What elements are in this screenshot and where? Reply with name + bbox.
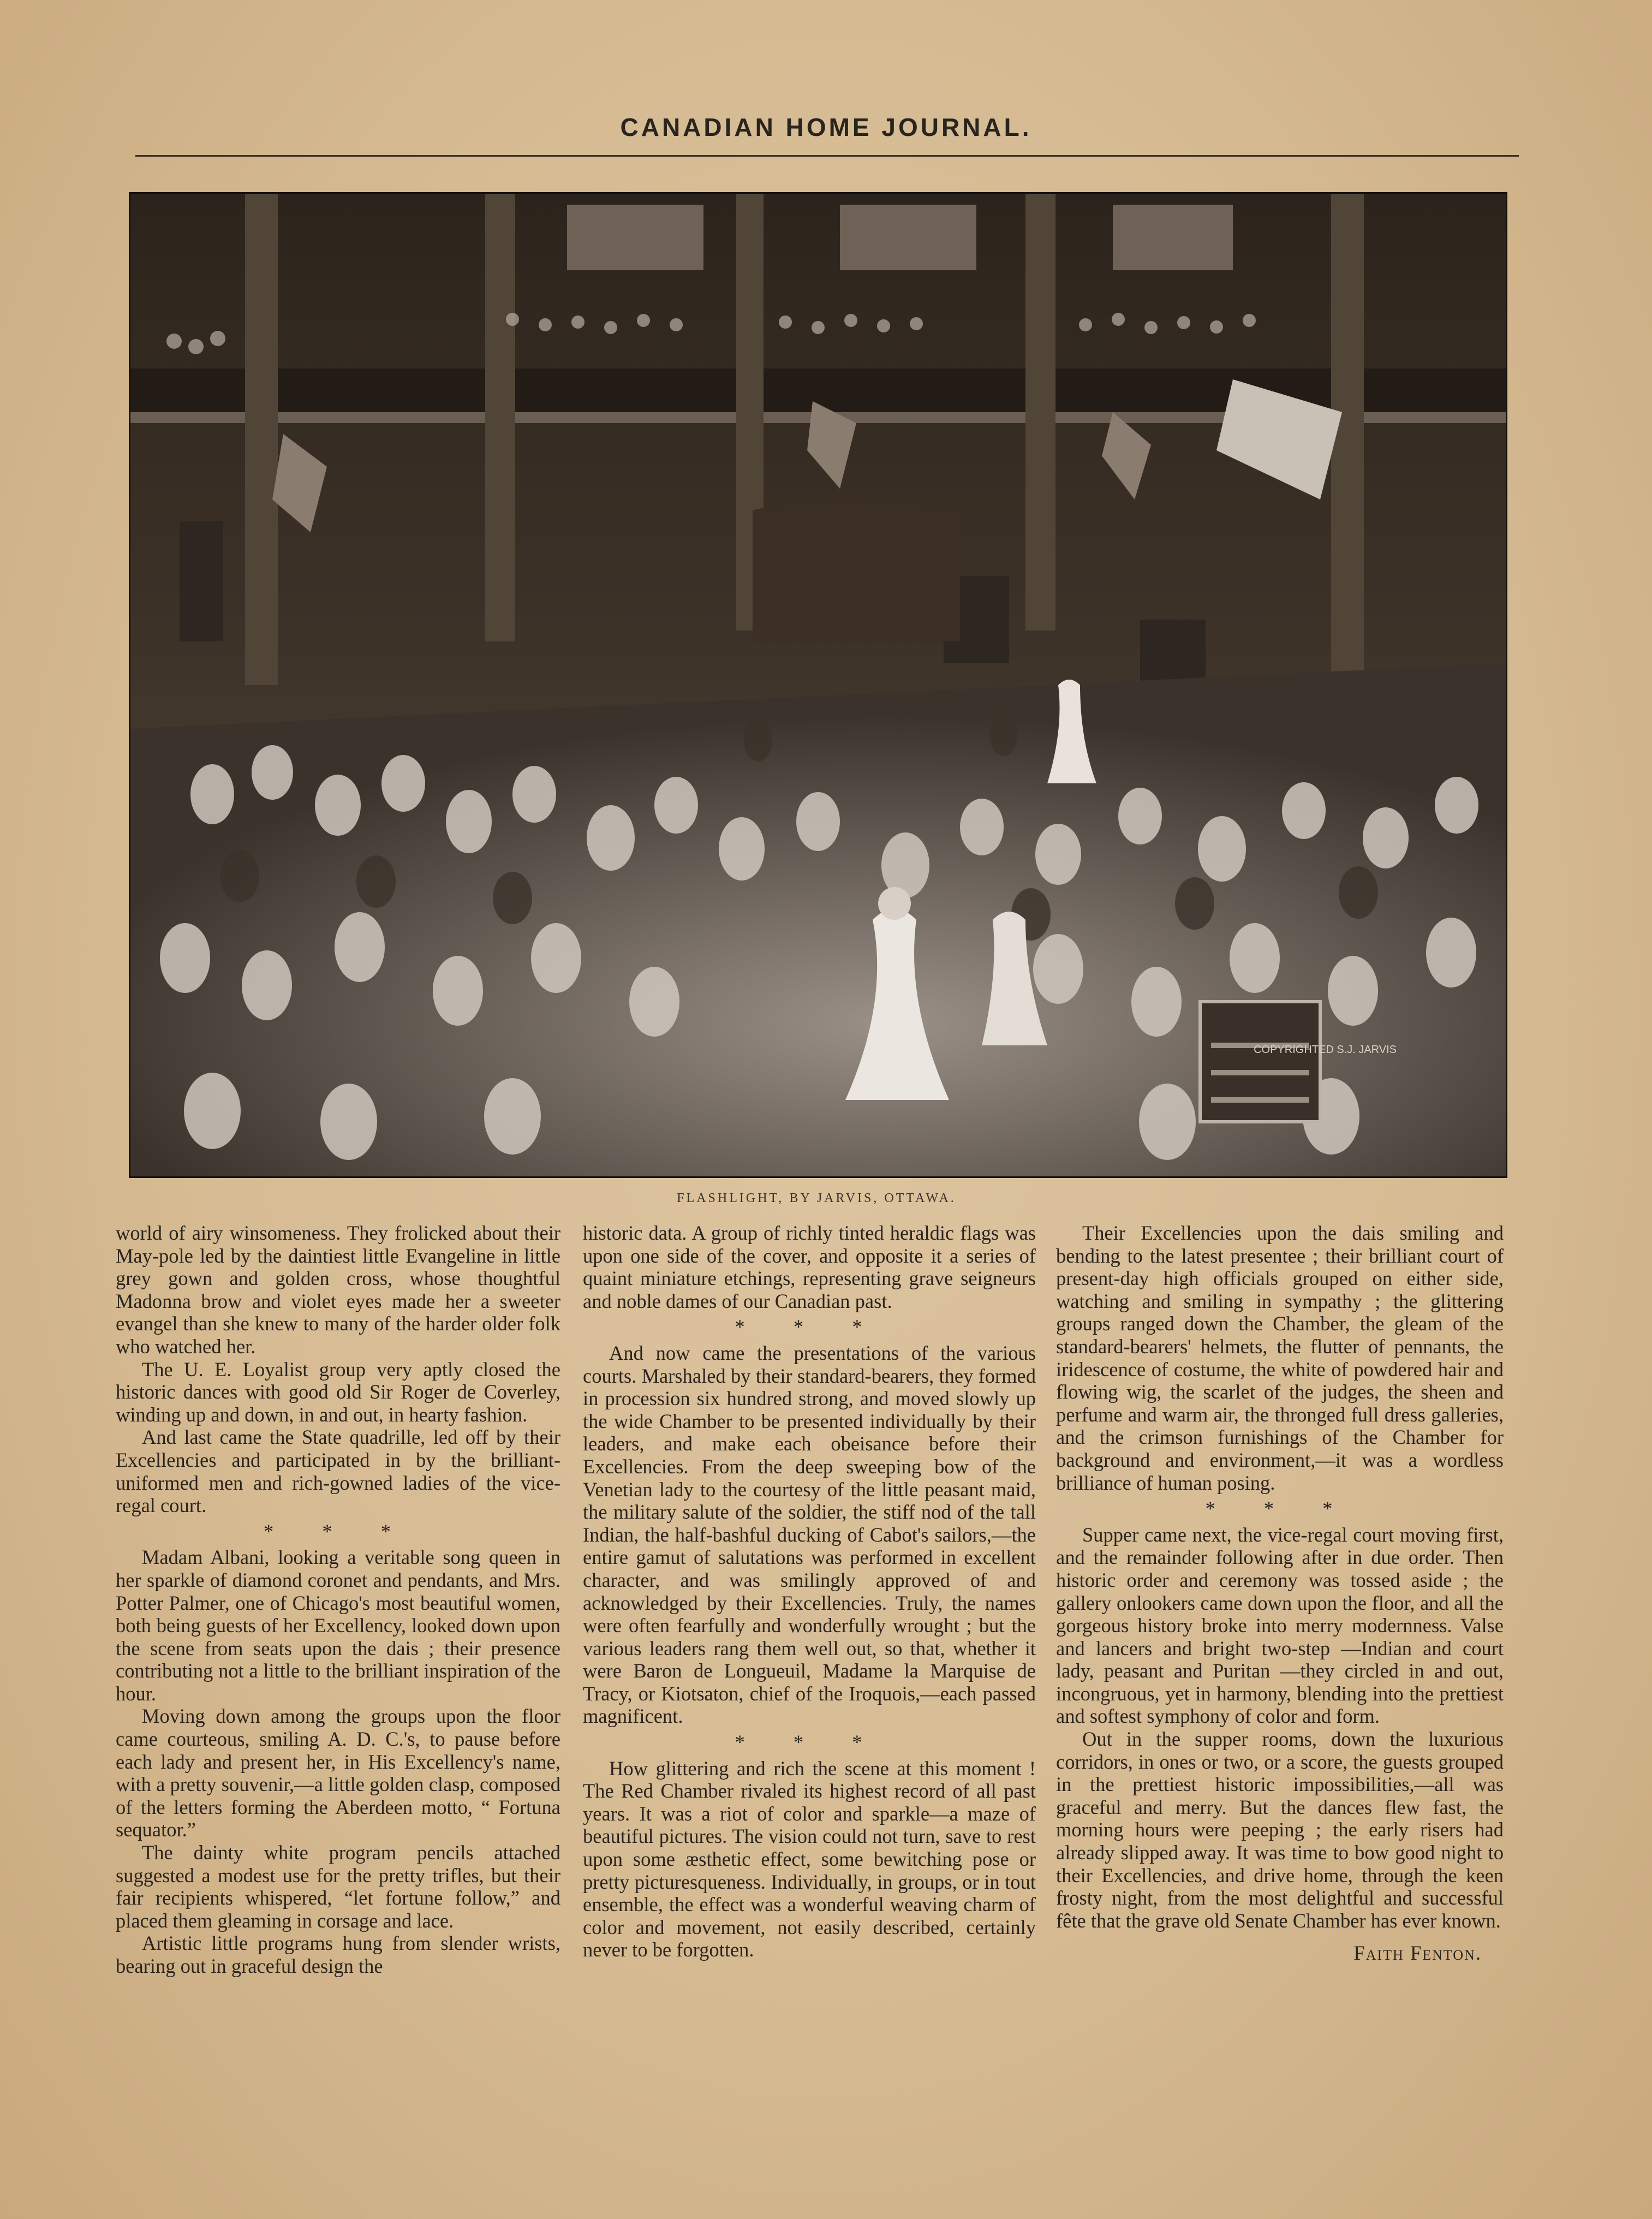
paragraph: And now came the presentations of the various courts. Marshaled by their standard-bearers, they formed in procession six hundred strong, and moved slowly up the wide Chamber to be presented individually by their leaders, and make each obeisance before their Excellencies. From the deep sweeping bow of the Venetian lady to the courtesy of the little peasant maid, the military salute of the soldier, the stiff nod of the tall Indian, the half-bashful ducking of Cabot's sailors,—the entire gamut of salutations was performed in excellent character, and was smilingly approved of and acknowledged by their Excellencies. Truly, the names were often fearfully and wonderfully wrought ; but the various leaders rang them well out, so that, whether it were Baron de Longueuil, Madame la Marquise de Tracy, or Kiotsaton, chief of the Iroquois,—each passed magnificent. [583,1341,1036,1728]
paragraph: How glittering and rich the scene at this moment ! The Red Chamber rivaled its highest record of all past years. It was a riot of color and sparkle—a maze of beautiful pictures. The vision could not turn, save to rest upon some æsthetic effect, some bewitching pose or pretty picturesqueness. Individually, in groups, or in tout ensemble, the effect was a wonderful weaving charm of color and movement, not easily described, certainly never to be forgotten. [583,1757,1036,1961]
copyright-stamp: COPYRIGHTED S.J. JARVIS [1254,1044,1397,1056]
paragraph: Their Excellencies upon the dais smiling and bending to the latest presentee ; their brilliant court of present-day high officials grouped on either side, watching and smiling in sympathy ; the glittering groups ranged down the Chamber, the gleam of the standard-bearers' helmets, the flutter of pennants, the iridescence of costume, the white of powdered hair and flowing wig, the scarlet of the judges, the sheen and perfume and warm air, the thronged full dress galleries, and the crimson furnishings of the Chamber for background and environment,—it was a wordless brilliance of human posing. [1056,1222,1504,1494]
journal-header: CANADIAN HOME JOURNAL. [620,113,1032,141]
section-divider: * * * [1205,1497,1355,1520]
paragraph: historic data. A group of richly tinted heraldic flags was upon one side of the cover, and opposite it a series of quaint miniature etchings, representing grave seigneurs and noble dames of our Canadian past. [583,1222,1036,1312]
paragraph: The U. E. Loyalist group very aptly closed the historic dances with good old Sir Roger de Coverley, winding up and down, in and out, in hearty fashion. [116,1358,560,1426]
paragraph: The dainty white program pencils attached suggested a modest use for the pretty trifles, but their fair recipients whispered, “let fortune follow,” and placed them gleaming in corsage and lace. [116,1841,560,1932]
section-divider: * * * [264,1520,413,1543]
paragraph: Out in the supper rooms, down the luxurious corridors, in ones or two, or a score, the guests grouped in the prettiest historic impossibilities,—all was graceful and merry. But the dances flew fast, the morning hours were peeping ; the early risers had already slipped away. It was time to bow good night to their Excellencies, and drive home, through the keen frosty night, from the most delightful and successful fête that the grave old Senate Chamber has ever known. [1056,1728,1504,1932]
paragraph: Artistic little programs hung from slender wrists, bearing out in graceful design the [116,1932,560,1977]
section-divider: * * * [735,1316,884,1338]
paragraph: Moving down among the groups upon the floor came courteous, smiling A. D. C.'s, to pause before each lady and present her, in His Excellency's name, with a pretty souvenir,—a little golden clasp, composed of the letters forming the Aberdeen motto, “ Fortuna sequator.” [116,1705,560,1841]
ballroom-photograph [129,192,1507,1178]
column-3 [1056,1222,1504,1965]
author-signature: Faith Fenton. [1353,1942,1482,1965]
paragraph: world of airy winsomeness. They frolicked about their May-pole led by the daintiest little Evangeline in little grey gown and golden cross, whose thoughtful Madonna brow and violet eyes made her a sweeter evangel than she knew to many of the harder older folk who watched her. [116,1222,560,1358]
section-divider: * * * [735,1731,884,1754]
paragraph: Supper came next, the vice-regal court moving first, and the remainder following after in due order. Then historic order and ceremony was tossed aside ; the gallery onlookers came down upon the floor, and all the gorgeous history broke into merry modernness. Valse and lancers and bright two-step —Indian and court lady, peasant and Puritan —they circled in and out, incongruous, yet in harmony, blending into the prettiest and softest symphony of color and form. [1056,1523,1504,1728]
column-1 [116,1222,560,1978]
column-2 [583,1222,1036,1961]
paragraph: And last came the State quadrille, led off by their Excellencies and participated in by the brilliant-uniformed men and rich-gowned ladies of the vice-regal court. [116,1426,560,1517]
paragraph: Madam Albani, looking a veritable song queen in her sparkle of diamond coronet and pendants, and Mrs. Potter Palmer, one of Chicago's most beautiful women, both being guests of her Excellency, looked down upon the scene from seats upon the dais ; their presence contributing not a little to the brilliant inspiration of the hour. [116,1546,560,1705]
photo-caption: FLASHLIGHT, BY JARVIS, OTTAWA. [677,1191,956,1205]
header-rule [135,155,1519,157]
